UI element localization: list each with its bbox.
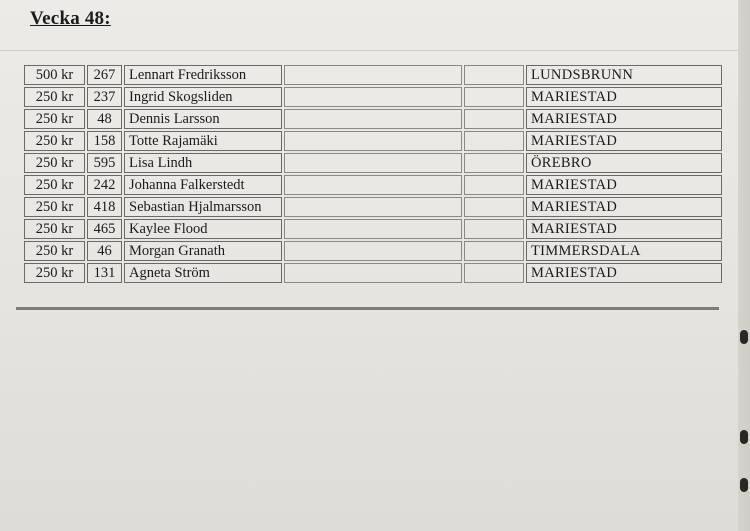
paper-edge: [738, 0, 750, 531]
winner-name-cell: Lisa Lindh: [124, 153, 282, 173]
amount-cell: 250 kr: [24, 241, 85, 261]
blank-cell: [284, 241, 462, 261]
blank-cell: [464, 131, 524, 151]
city-cell: MARIESTAD: [526, 263, 722, 283]
blank-cell: [284, 219, 462, 239]
winner-name-cell: Johanna Falkerstedt: [124, 175, 282, 195]
table-row: [24, 263, 722, 283]
ticket-number-cell: 131: [87, 263, 122, 283]
amount-cell: 250 kr: [24, 109, 85, 129]
ticket-number-cell: 418: [87, 197, 122, 217]
ticket-number-cell: 237: [87, 87, 122, 107]
table-row: [24, 197, 722, 217]
city-cell: ÖREBRO: [526, 153, 722, 173]
blank-cell: [284, 131, 462, 151]
blank-cell: [284, 109, 462, 129]
winner-name-cell: Dennis Larsson: [124, 109, 282, 129]
table-row: [24, 87, 722, 107]
blank-cell: [284, 197, 462, 217]
blank-cell: [464, 219, 524, 239]
blank-cell: [464, 241, 524, 261]
winner-name-cell: Sebastian Hjalmarsson: [124, 197, 282, 217]
winner-name-cell: Ingrid Skogsliden: [124, 87, 282, 107]
binder-hole: [740, 330, 748, 344]
winners-table-body: [24, 65, 722, 283]
amount-cell: 250 kr: [24, 87, 85, 107]
city-cell: MARIESTAD: [526, 109, 722, 129]
amount-cell: 250 kr: [24, 263, 85, 283]
city-cell: MARIESTAD: [526, 87, 722, 107]
ticket-number-cell: 465: [87, 219, 122, 239]
city-cell: MARIESTAD: [526, 197, 722, 217]
binder-hole: [740, 478, 748, 492]
ticket-number-cell: 158: [87, 131, 122, 151]
table-row: [24, 131, 722, 151]
winner-name-cell: Morgan Granath: [124, 241, 282, 261]
blank-cell: [464, 153, 524, 173]
blank-cell: [464, 175, 524, 195]
city-cell: LUNDSBRUNN: [526, 65, 722, 85]
city-cell: MARIESTAD: [526, 131, 722, 151]
table-row: [24, 219, 722, 239]
amount-cell: 250 kr: [24, 219, 85, 239]
blank-cell: [464, 197, 524, 217]
table-row: [24, 109, 722, 129]
blank-cell: [284, 65, 462, 85]
blank-cell: [284, 175, 462, 195]
blank-cell: [464, 87, 524, 107]
winner-name-cell: Totte Rajamäki: [124, 131, 282, 151]
table-bottom-rule: [16, 307, 719, 310]
amount-cell: 250 kr: [24, 131, 85, 151]
city-cell: MARIESTAD: [526, 175, 722, 195]
city-cell: TIMMERSDALA: [526, 241, 722, 261]
blank-cell: [464, 109, 524, 129]
winners-table-container: [22, 63, 722, 285]
winner-name-cell: Kaylee Flood: [124, 219, 282, 239]
blank-cell: [284, 263, 462, 283]
blank-cell: [284, 87, 462, 107]
city-cell: MARIESTAD: [526, 219, 722, 239]
amount-cell: 500 kr: [24, 65, 85, 85]
ticket-number-cell: 242: [87, 175, 122, 195]
ticket-number-cell: 48: [87, 109, 122, 129]
winner-name-cell: Agneta Ström: [124, 263, 282, 283]
table-row: [24, 153, 722, 173]
binder-hole: [740, 430, 748, 444]
amount-cell: 250 kr: [24, 153, 85, 173]
table-row: [24, 175, 722, 195]
blank-cell: [284, 153, 462, 173]
page-title: Vecka 48:: [30, 8, 111, 29]
blank-cell: [464, 65, 524, 85]
amount-cell: 250 kr: [24, 197, 85, 217]
table-row: [24, 65, 722, 85]
ticket-number-cell: 267: [87, 65, 122, 85]
table-row: [24, 241, 722, 261]
blank-cell: [464, 263, 524, 283]
ticket-number-cell: 46: [87, 241, 122, 261]
winner-name-cell: Lennart Fredriksson: [124, 65, 282, 85]
header-divider: [0, 50, 738, 51]
amount-cell: 250 kr: [24, 175, 85, 195]
winners-table: [22, 63, 724, 285]
ticket-number-cell: 595: [87, 153, 122, 173]
